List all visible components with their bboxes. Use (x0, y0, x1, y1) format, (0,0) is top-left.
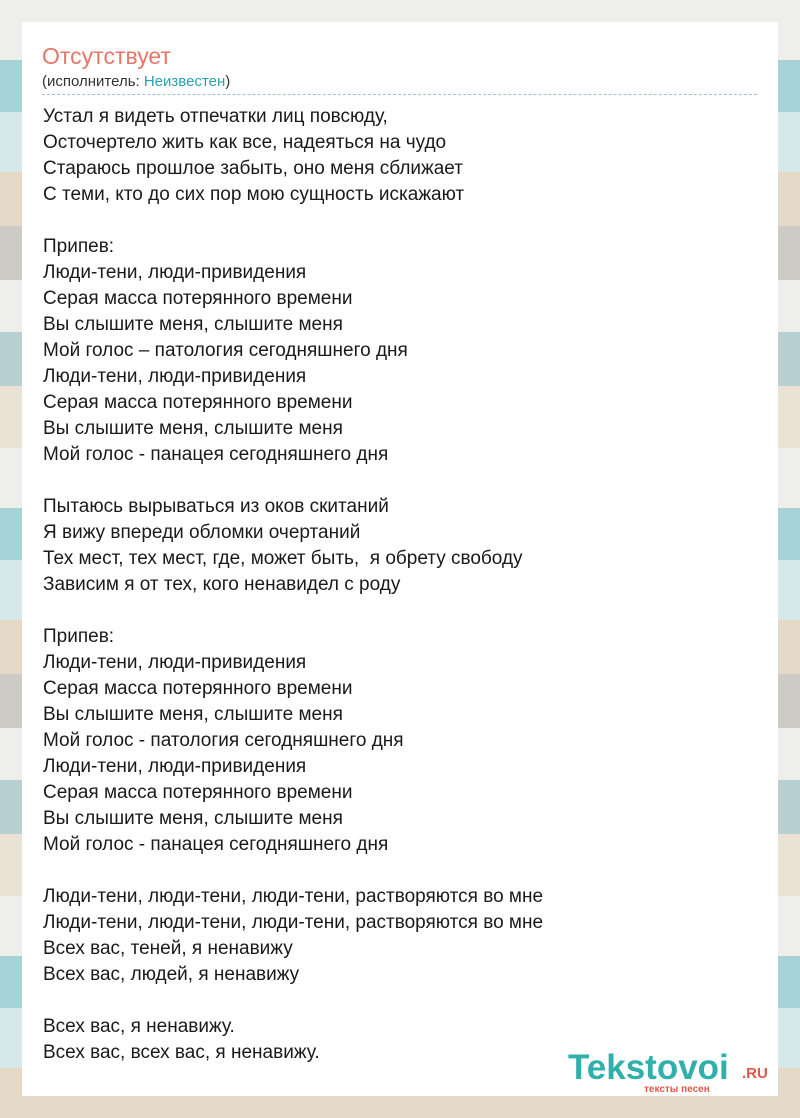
lyric-line: Всех вас, теней, я ненавижу (43, 938, 293, 959)
lyric-line: Тех мест, тех мест, где, может быть, я обрету свободу (43, 548, 523, 569)
lyric-line: Зависим я от тех, кого ненавидел с роду (43, 574, 401, 595)
lyric-line: Осточертело жить как все, надеяться на чудо (43, 132, 447, 153)
lyric-line: Люди-тени, люди-привидения (43, 756, 307, 777)
lyric-line: Стараюсь прошлое забыть, оно меня сближает (43, 158, 463, 179)
lyric-line: Вы слышите меня, слышите меня (43, 314, 343, 335)
lyric-line: Всех вас, я ненавижу. (43, 1016, 235, 1037)
lyric-line: Люди-тени, люди-привидения (43, 262, 307, 283)
title-divider (42, 94, 757, 95)
lyric-line: Мой голос - патология сегодняшнего дня (43, 730, 404, 751)
lyric-line (43, 598, 758, 624)
lyric-line: Припев: (43, 626, 115, 647)
lyric-line (43, 468, 758, 494)
lyric-line: Серая масса потерянного времени (43, 288, 353, 309)
lyric-line: Устал я видеть отпечатки лиц повсюду, (43, 106, 388, 127)
lyric-line: Я вижу впереди обломки очертаний (43, 522, 361, 543)
lyric-line (43, 208, 758, 234)
logo-name: Tekstovoi (568, 1048, 729, 1087)
lyric-line: Вы слышите меня, слышите меня (43, 704, 343, 725)
lyric-line: Припев: (43, 236, 115, 257)
lyric-line: Серая масса потерянного времени (43, 392, 353, 413)
lyric-line: Люди-тени, люди-тени, люди-тени, растворяются во мне (43, 912, 544, 933)
logo-tagline: тексты песен (644, 1084, 710, 1095)
lyrics-text (43, 104, 758, 1066)
lyric-line: Мой голос – патология сегодняшнего дня (43, 340, 408, 361)
lyric-line: Вы слышите меня, слышите меня (43, 808, 343, 829)
lyrics-sheet (22, 22, 778, 1096)
lyric-line (43, 858, 758, 884)
lyric-line: Люди-тени, люди-привидения (43, 366, 307, 387)
lyric-line: Пытаюсь вырываться из оков скитаний (43, 496, 389, 517)
artist-prefix: (исполнитель: (42, 73, 144, 90)
logo-tld: .RU (742, 1065, 768, 1082)
lyric-line: Серая масса потерянного времени (43, 782, 353, 803)
artist-line (42, 72, 230, 92)
artist-suffix: ) (225, 73, 231, 90)
lyric-line: Мой голос - панацея сегодняшнего дня (43, 834, 389, 855)
artist-link[interactable]: Неизвестен (143, 73, 226, 90)
tekstovoi-logo[interactable] (568, 1048, 770, 1096)
lyric-line: Всех вас, всех вас, я ненавижу. (43, 1042, 320, 1063)
lyric-line: Всех вас, людей, я ненавижу (43, 964, 300, 985)
lyric-line (43, 988, 758, 1014)
lyric-line: Серая масса потерянного времени (43, 678, 353, 699)
lyric-line: С теми, кто до сих пор мою сущность искажают (43, 184, 465, 205)
lyric-line: Люди-тени, люди-тени, люди-тени, растворяются во мне (43, 886, 544, 907)
lyric-line: Мой голос - панацея сегодняшнего дня (43, 444, 389, 465)
lyric-line: Вы слышите меня, слышите меня (43, 418, 343, 439)
lyric-line: Люди-тени, люди-привидения (43, 652, 307, 673)
song-title: Отсутствует (42, 43, 171, 69)
